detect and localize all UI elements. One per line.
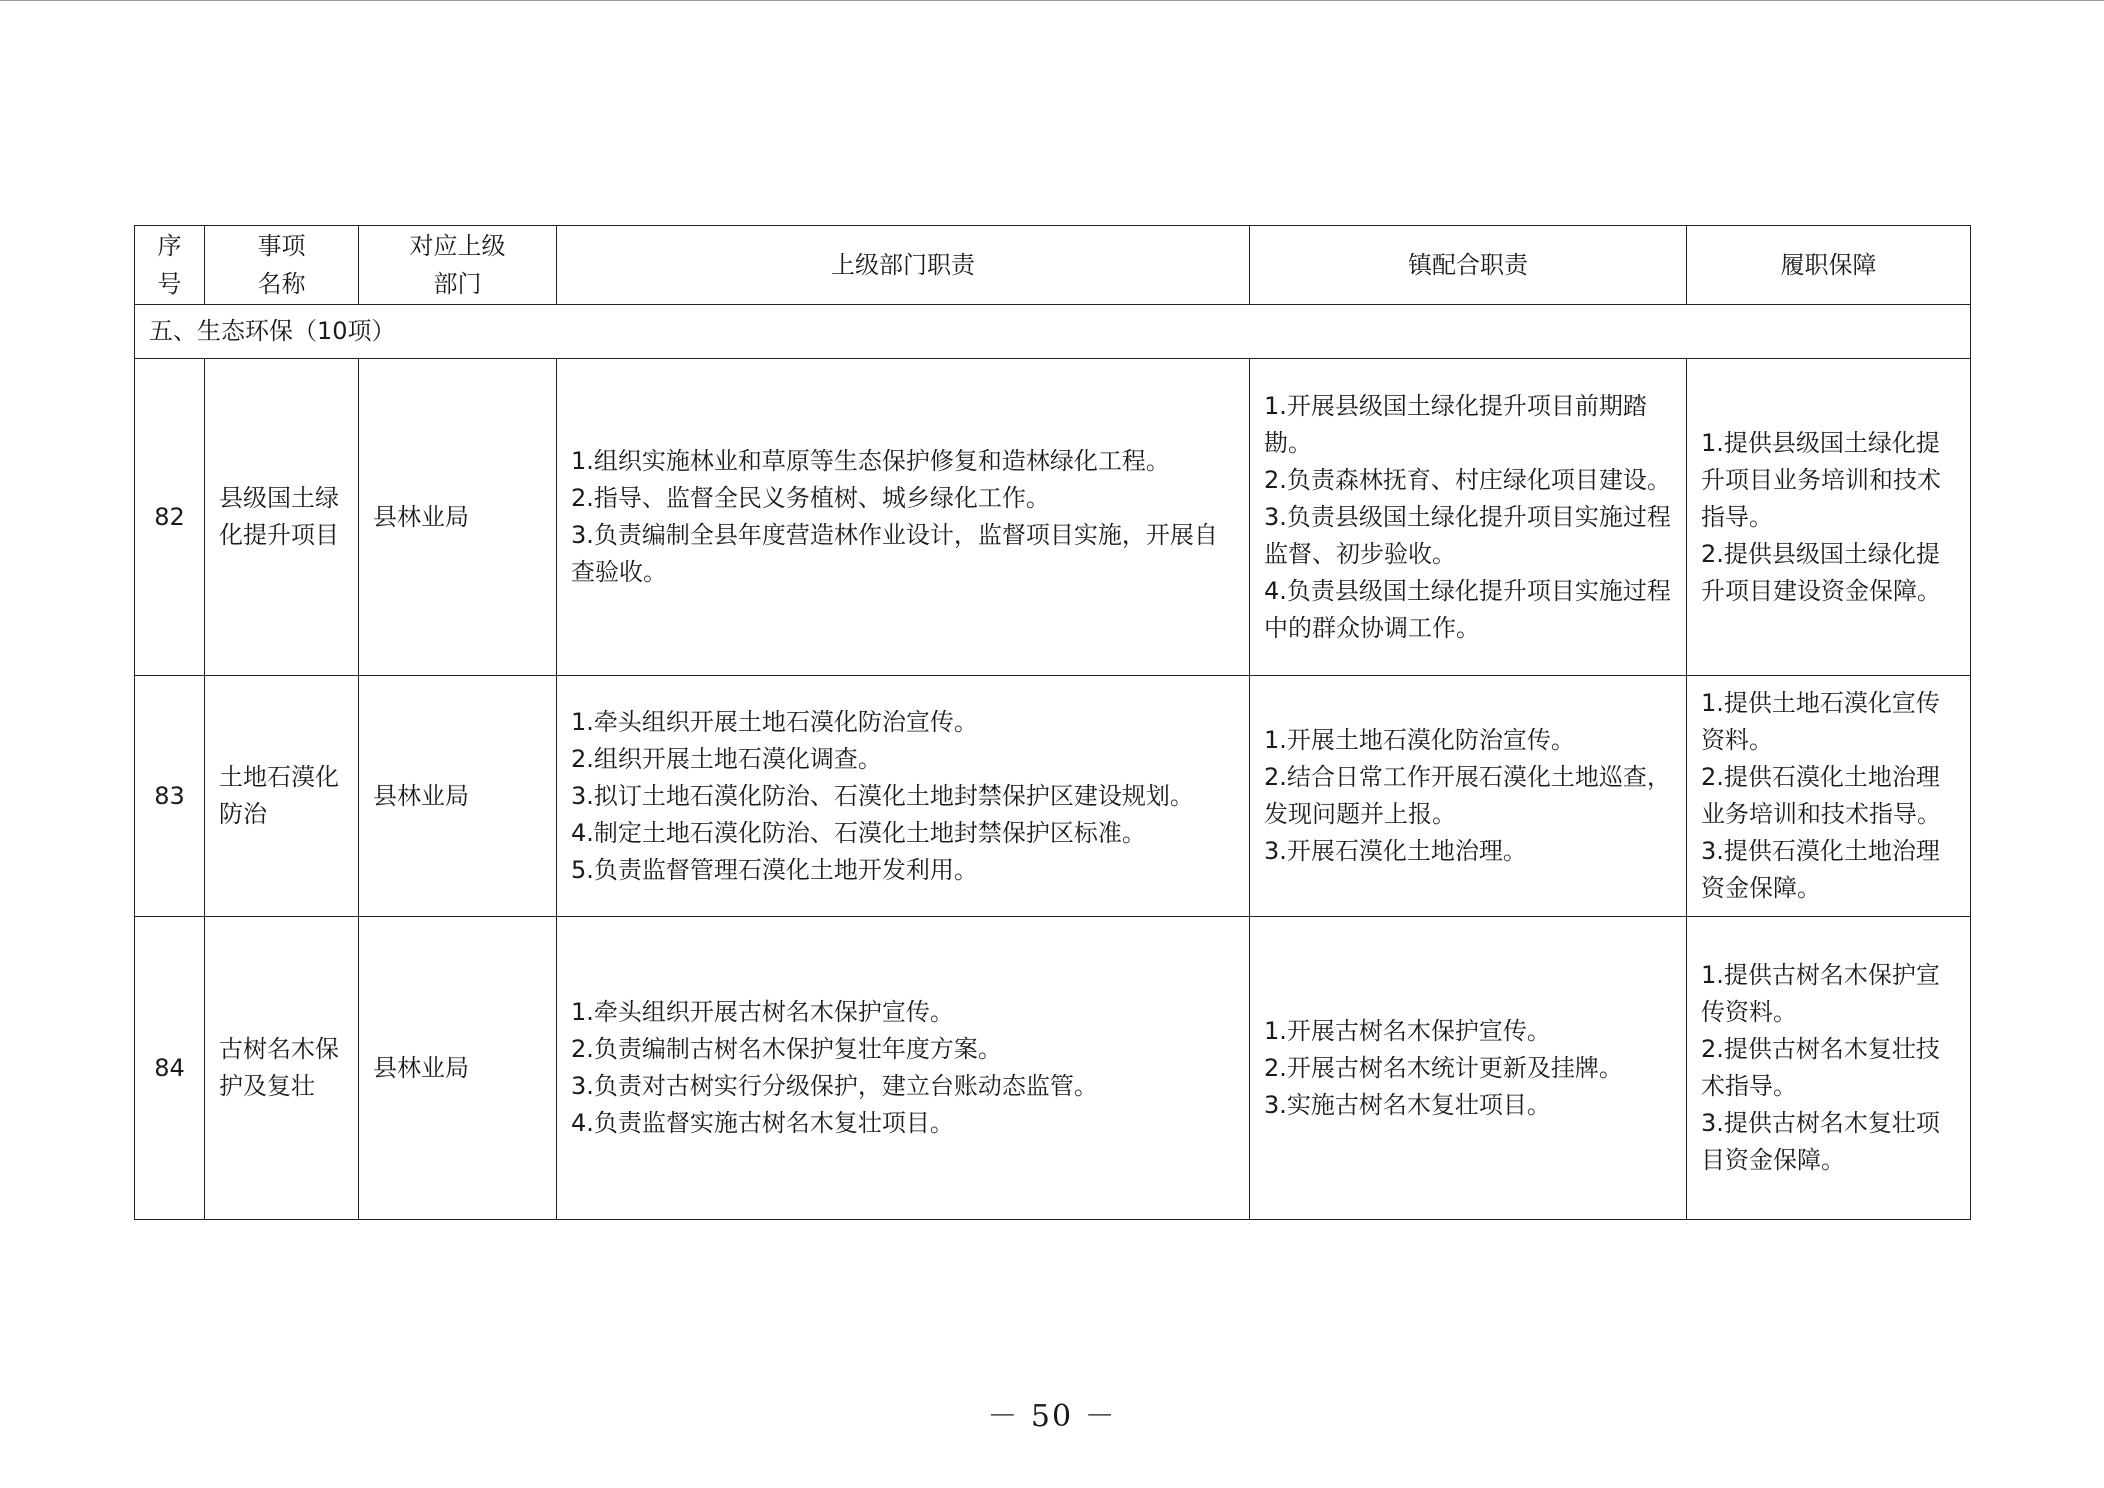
- duty-line: 2.提供县级国土绿化提升项目建设资金保障。: [1701, 539, 1941, 605]
- row-number: 83: [135, 676, 205, 917]
- duty-line: 2.组织开展土地石漠化调查。: [571, 744, 882, 773]
- page-top-rule: [0, 0, 2104, 1]
- duty-line: 2.指导、监督全民义务植树、城乡绿化工作。: [571, 484, 1050, 512]
- town-duties: [1250, 917, 1687, 1220]
- upper-dept: 县林业局: [359, 359, 557, 676]
- duty-line: 3.负责对古树实行分级保护，建立台账动态监管。: [571, 1072, 1098, 1100]
- upper-dept: 县林业局: [359, 917, 557, 1220]
- header-upper-duties: 上级部门职责: [557, 226, 1250, 305]
- duty-line: 2.提供石漠化土地治理业务培训和技术指导。: [1701, 763, 1941, 828]
- upper-duties: [557, 676, 1250, 917]
- duty-table: [134, 225, 1971, 1220]
- duty-line: 1.开展县级国土绿化提升项目前期踏勘。: [1264, 391, 1647, 457]
- guarantee: [1687, 917, 1971, 1220]
- duty-line: 1.组织实施林业和草原等生态保护修复和造林绿化工程。: [571, 447, 1170, 475]
- duty-line: 4.负责县级国土绿化提升项目实施过程中的群众协调工作。: [1264, 576, 1671, 642]
- header-item-name: 事项 名称: [205, 226, 359, 305]
- item-name: 古树名木保护及复壮: [205, 917, 359, 1220]
- section-title: 五、生态环保（10项）: [135, 305, 1971, 359]
- item-name: 县级国土绿化提升项目: [205, 359, 359, 676]
- duty-line: 2.结合日常工作开展石漠化土地巡查，发现问题并上报。: [1264, 763, 1671, 828]
- duty-line: 1.提供土地石漠化宣传资料。: [1701, 689, 1940, 754]
- upper-duties: [557, 359, 1250, 676]
- duty-line: 1.牵头组织开展古树名木保护宣传。: [571, 998, 954, 1026]
- duty-line: 3.拟订土地石漠化防治、石漠化土地封禁保护区建设规划。: [571, 781, 1194, 810]
- duty-line: 2.负责森林抚育、村庄绿化项目建设。: [1264, 465, 1671, 494]
- header-town-duties: 镇配合职责: [1250, 226, 1687, 305]
- town-duties: [1250, 676, 1687, 917]
- duty-line: 1.开展土地石漠化防治宣传。: [1264, 726, 1575, 754]
- header-upper-dept: 对应上级 部门: [359, 226, 557, 305]
- page-number: － 50 －: [987, 1399, 1117, 1434]
- upper-duties: [557, 917, 1250, 1220]
- duty-line: 4.制定土地石漠化防治、石漠化土地封禁保护区标准。: [571, 818, 1146, 847]
- duty-line: 4.负责监督实施古树名木复壮项目。: [571, 1109, 954, 1137]
- header-seq: 序 号: [135, 226, 205, 305]
- item-name: 土地石漠化防治: [205, 676, 359, 917]
- table-row: [135, 917, 1971, 1220]
- duty-line: 3.提供古树名木复壮项目资金保障。: [1701, 1109, 1940, 1174]
- duty-line: 3.提供石漠化土地治理资金保障。: [1701, 837, 1940, 902]
- table-row: [135, 359, 1971, 676]
- duty-line: 3.负责县级国土绿化提升项目实施过程监督、初步验收。: [1264, 502, 1671, 568]
- duty-line: 3.实施古树名木复壮项目。: [1264, 1090, 1551, 1119]
- header-guarantee: 履职保障: [1687, 226, 1971, 305]
- duty-line: 1.开展古树名木保护宣传。: [1264, 1016, 1551, 1045]
- table-row: [135, 676, 1971, 917]
- duty-line: 3.开展石漠化土地治理。: [1264, 837, 1527, 865]
- row-number: 82: [135, 359, 205, 676]
- table-header-row: [135, 226, 1971, 305]
- duty-line: 1.提供古树名木保护宣传资料。: [1701, 961, 1940, 1026]
- duty-line: 2.开展古树名木统计更新及挂牌。: [1264, 1053, 1623, 1082]
- guarantee: [1687, 359, 1971, 676]
- town-duties: [1250, 359, 1687, 676]
- duty-line: 5.负责监督管理石漠化土地开发利用。: [571, 855, 978, 884]
- duty-line: 2.负责编制古树名木保护复壮年度方案。: [571, 1035, 1002, 1063]
- duty-line: 1.牵头组织开展土地石漠化防治宣传。: [571, 707, 978, 736]
- duty-line: 2.提供古树名木复壮技术指导。: [1701, 1035, 1940, 1100]
- guarantee: [1687, 676, 1971, 917]
- section-row: [135, 305, 1971, 359]
- row-number: 84: [135, 917, 205, 1220]
- upper-dept: 县林业局: [359, 676, 557, 917]
- duty-line: 1.提供县级国土绿化提升项目业务培训和技术指导。: [1701, 428, 1941, 531]
- duty-line: 3.负责编制全县年度营造林作业设计，监督项目实施，开展自查验收。: [571, 521, 1218, 586]
